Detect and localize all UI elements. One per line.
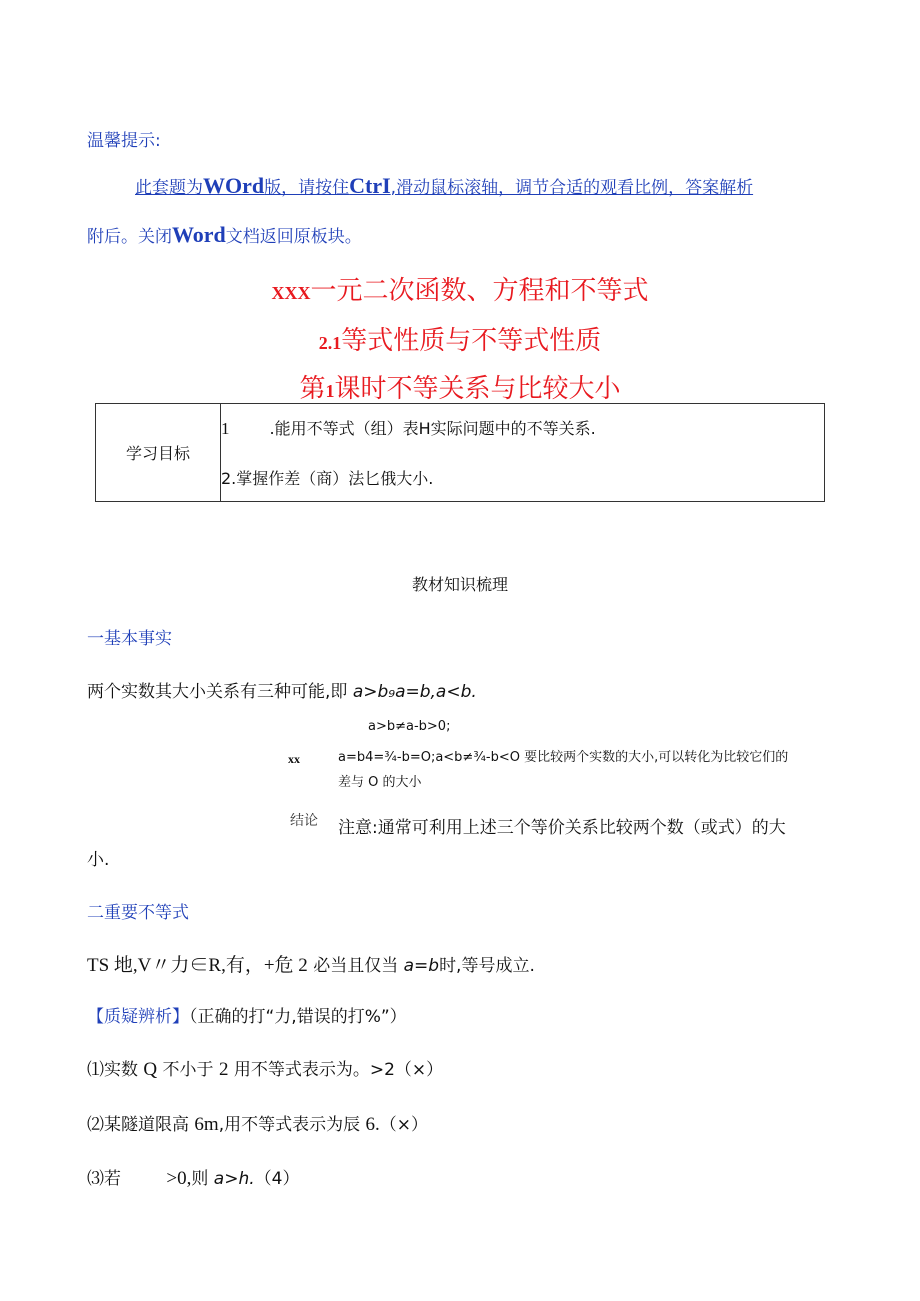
chapter-title [0, 270, 920, 307]
text: 6. [365, 1114, 380, 1135]
important-inequality-text [87, 950, 535, 977]
text: ⑵某隧道限高 [87, 1115, 189, 1135]
tip-line-1 [135, 173, 753, 199]
text: 两个实数其大小关系有三种可能,即 [87, 682, 348, 702]
question-2 [87, 1110, 428, 1136]
lesson-title-text: 课时不等关系与比较大小 [334, 374, 621, 404]
ctrl-keyword: CtrI [349, 173, 391, 198]
question-3 [87, 1164, 299, 1190]
conclusion-text: 注意:通常可利用上述三个等价关系比较两个数（或式）的大 [338, 818, 786, 838]
word-keyword: Word [172, 222, 226, 247]
tip-text: 此套题为 [135, 178, 203, 198]
conclusion-label: 结论 [290, 813, 318, 829]
word-keyword: WOrd [203, 173, 265, 198]
lesson-number: 1 [325, 381, 335, 401]
math-expression: a>h. [213, 1169, 255, 1189]
goals-content [221, 404, 825, 502]
section-title [0, 320, 920, 357]
tip-text: 附后。关闭 [87, 227, 172, 247]
text: 用不等式表示为。>2（×） [233, 1060, 444, 1080]
chapter-number: XXX [271, 283, 311, 303]
math-expression: a=b [403, 956, 440, 976]
question-header [87, 1002, 407, 1027]
equivalence-3: 差与 O 的大小 [338, 775, 422, 790]
tip-text: 文档返回原板块。 [225, 227, 362, 247]
tip-text: 比例，答案解析 [634, 178, 754, 198]
section-number: 2.1 [318, 333, 342, 353]
basic-facts-heading: 一基本事实 [87, 629, 172, 649]
important-inequality-heading: 二重要不等式 [87, 903, 189, 923]
text: （4） [254, 1169, 300, 1189]
text: （×） [379, 1115, 428, 1135]
learning-goals-table [95, 403, 825, 502]
equivalence-2: a=b4=¾-b=O;a<b≠¾-b<O 要比较两个实数的大小,可以转化为比较它们的 [338, 750, 789, 765]
conclusion-text-cont: 小. [87, 850, 110, 870]
text: ⑶若 [87, 1169, 121, 1189]
section-title-text: 等式性质与不等式性质 [341, 326, 602, 356]
goal-text: .能用不等式（组）表H实际问题中的不等关系. [269, 419, 596, 438]
text: >0, [166, 1168, 192, 1189]
question-1 [87, 1055, 443, 1081]
text: 6m [194, 1114, 219, 1135]
goal-number: 1 [221, 419, 230, 438]
math-expression: a>b₉a=b,a<b. [352, 682, 477, 702]
tip-text: 版，请按住 [264, 178, 350, 198]
question-tag: 【质疑辨析】 [87, 1007, 189, 1027]
xx-label: xx [288, 752, 300, 766]
lesson-title [0, 368, 920, 405]
equivalence-1: a>b≠a-b>0; [368, 719, 451, 734]
text: 则 [191, 1169, 209, 1189]
text: 时,等号成立. [439, 956, 535, 976]
tip-line-2 [87, 222, 362, 248]
text: 不小于 [162, 1060, 214, 1080]
text: ⑴实数 [87, 1060, 138, 1080]
tip-label: 温馨提示: [87, 131, 161, 151]
text: Q [143, 1059, 158, 1080]
chapter-title-text: 一元二次函数、方程和不等式 [310, 276, 649, 306]
goal-item-1 [221, 416, 824, 442]
tip-text: ,滑动鼠标滚轴，调节合适的观看 [390, 178, 635, 198]
section-heading: 教材知识梳理 [411, 575, 508, 594]
text: 2 [218, 1059, 229, 1080]
text: 必当且仅当 [313, 956, 399, 976]
goal-item-2: 2.掌握作差（商）法匕俄大小. [221, 469, 434, 488]
goals-label: 学习目标 [96, 404, 221, 502]
question-note: （正确的打“力,错误的打%”） [189, 1007, 407, 1027]
text: TS 地,V〃力∈R,有，+危 2 [87, 955, 308, 976]
text: ,用不等式表示为辰 [218, 1115, 361, 1135]
lesson-title-text: 第 [299, 374, 326, 404]
basic-facts-text [87, 677, 477, 702]
